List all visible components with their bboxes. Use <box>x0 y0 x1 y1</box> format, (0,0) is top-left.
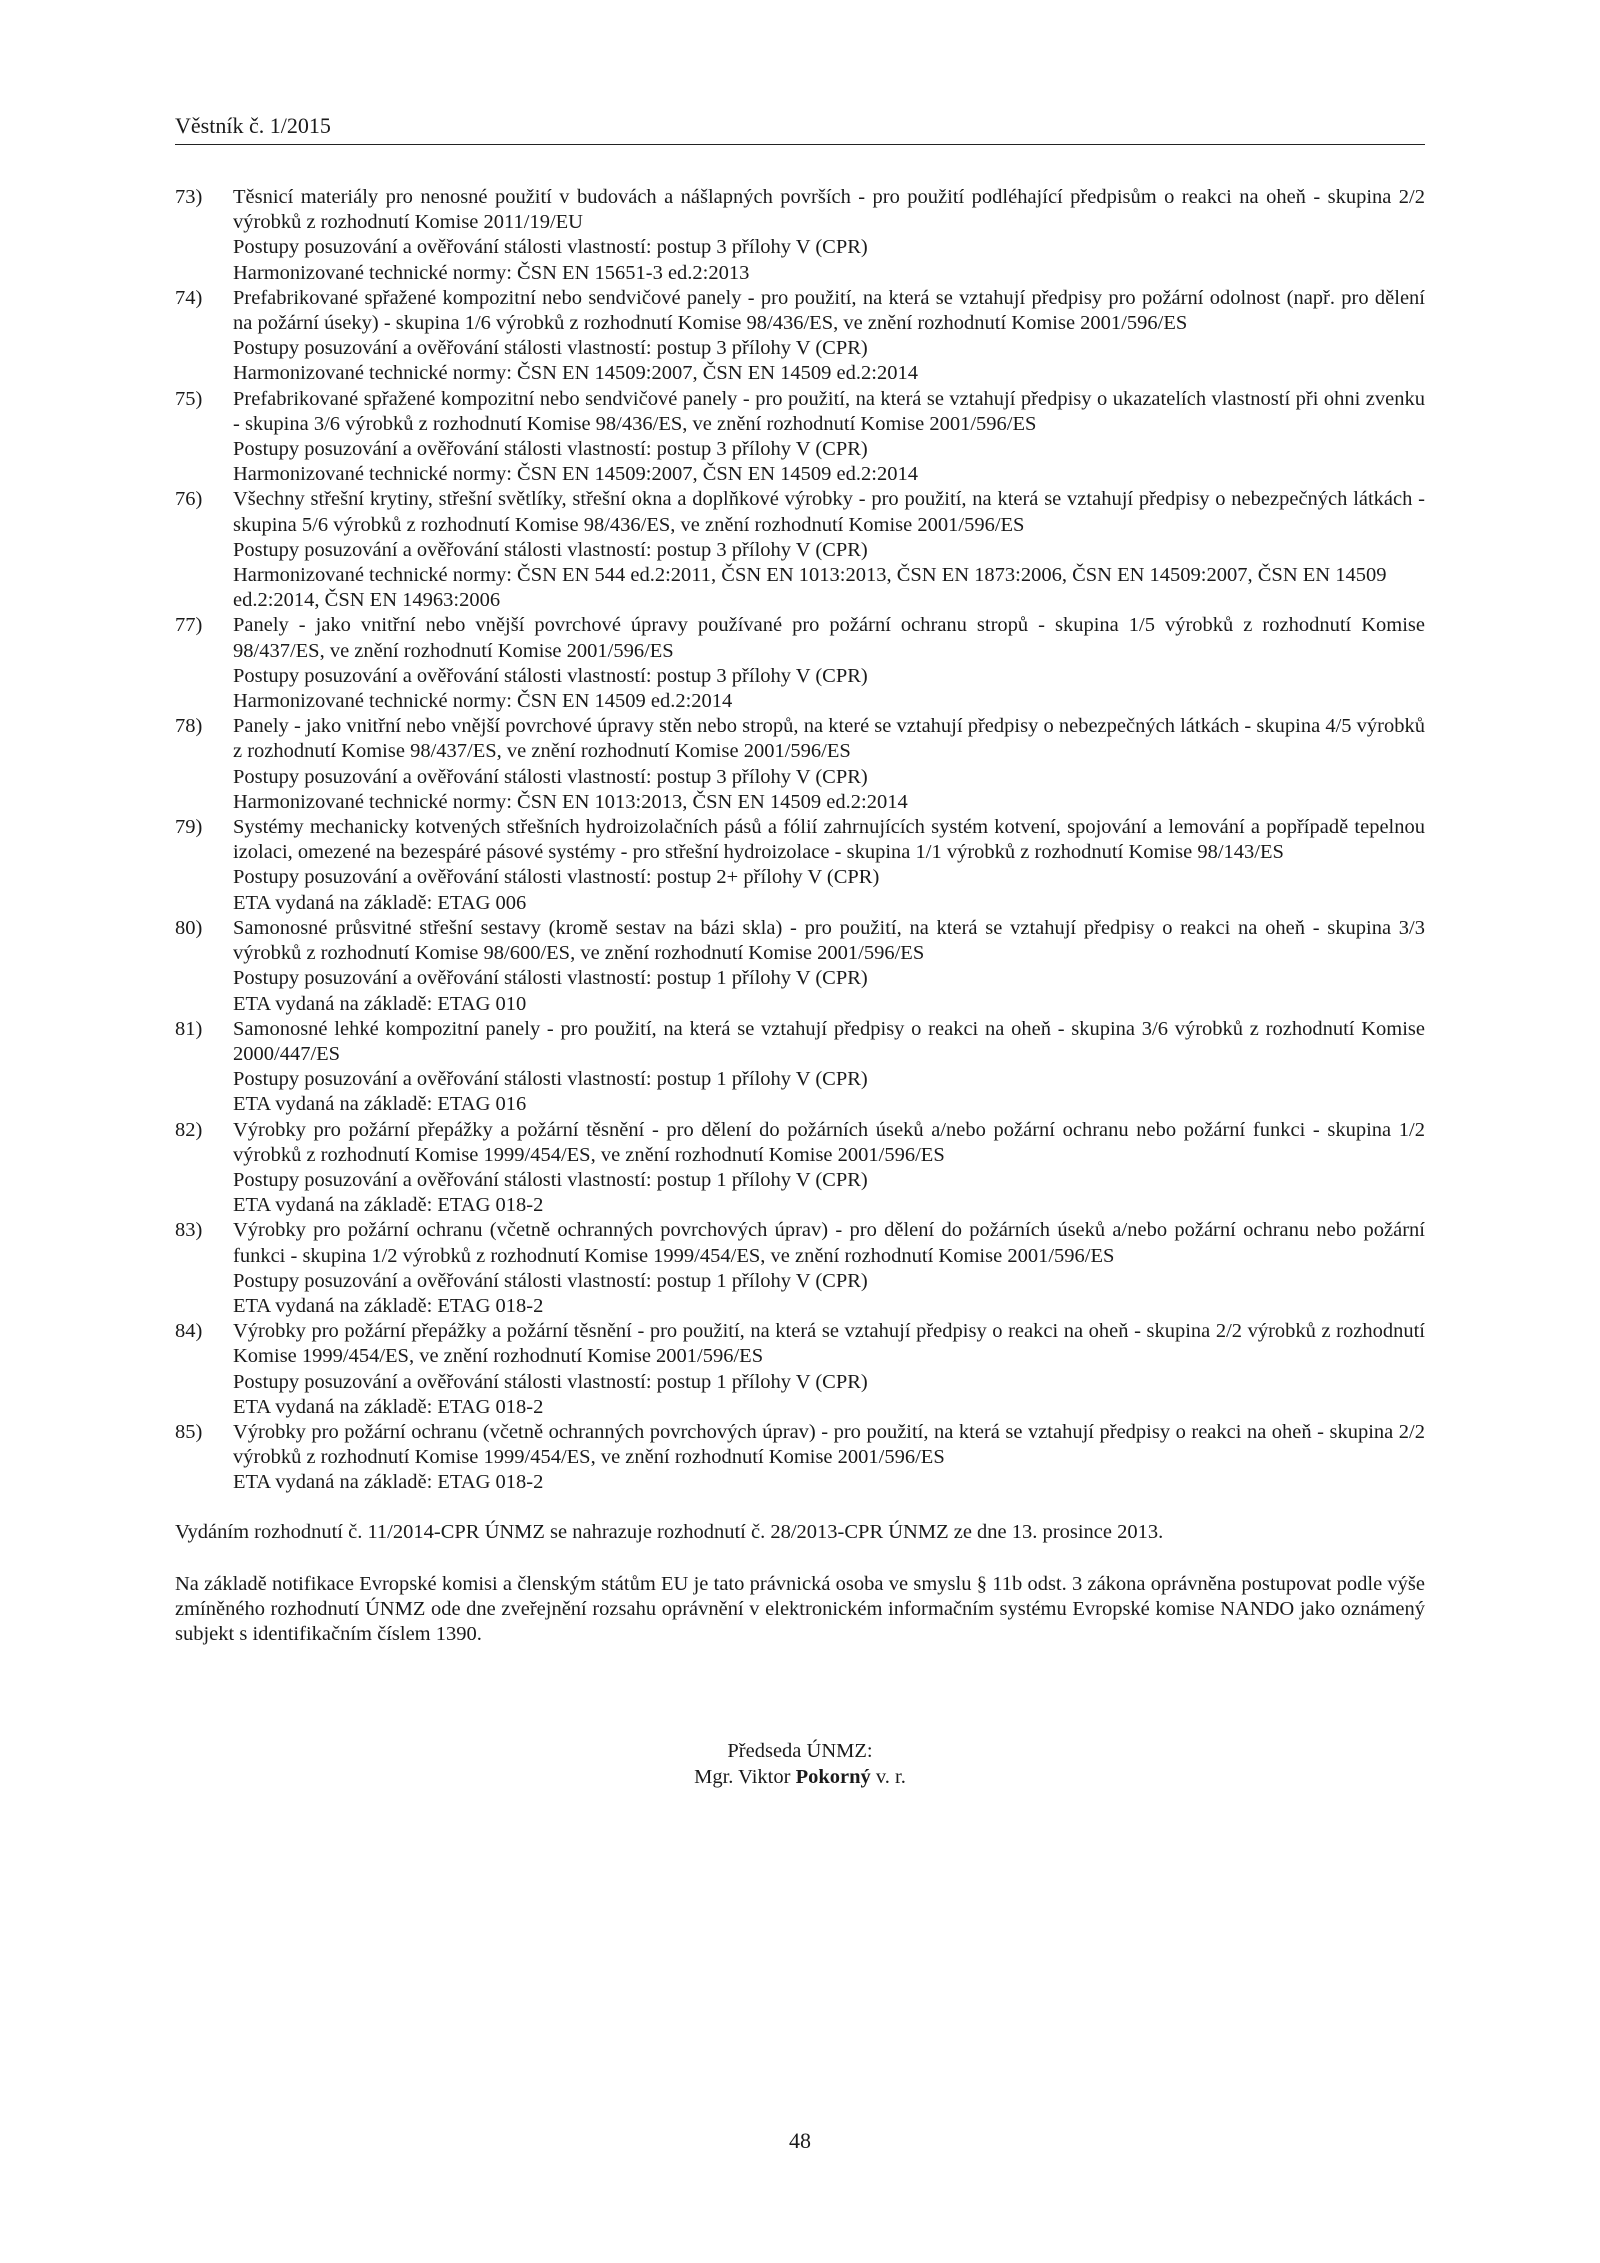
item-detail-line: Postupy posuzování a ověřování stálosti vlastností: postup 1 přílohy V (CPR) <box>233 1068 868 1091</box>
item-number: 83) <box>175 1219 203 1242</box>
item-detail-line: Postupy posuzování a ověřování stálosti vlastností: postup 1 přílohy V (CPR) <box>233 1168 868 1191</box>
signature-suffix: v. r. <box>870 1766 906 1789</box>
item-description: Těsnicí materiály pro nenosné použití v budovách a nášlapných površích - pro použití podléhající předpisům o reakci na oheň - skupina 2/2 výrobků z rozhodnutí Komise 2011/19/EU <box>233 186 1425 234</box>
item-detail-line: Postupy posuzování a ověřování stálosti vlastností: postup 3 přílohy V (CPR) <box>233 765 868 788</box>
item-number: 85) <box>175 1420 203 1443</box>
item-body <box>233 714 1425 815</box>
item-description: Panely - jako vnitřní nebo vnější povrchové úpravy používané pro požární ochranu stropů - skupina 1/5 výrobků z rozhodnutí Komise 98/437/ES, ve znění rozhodnutí Komise 2001/596/ES <box>233 614 1425 662</box>
item-number: 79) <box>175 816 203 839</box>
item-detail-line: Harmonizované technické normy: ČSN EN 15651-3 ed.2:2013 <box>233 261 750 284</box>
page-number: 48 <box>789 2128 811 2153</box>
item-number: 80) <box>175 916 203 939</box>
item-detail-line: Postupy posuzování a ověřování stálosti vlastností: postup 3 přílohy V (CPR) <box>233 438 868 461</box>
item-description: Samonosné průsvitné střešní sestavy (kromě sestav na bázi skla) - pro použití, na která se vztahují předpisy o reakci na oheň - skupina 3/3 výrobků z rozhodnutí Komise 98/600/ES, ve znění rozhodnutí Komise 2001/596/ES <box>233 916 1425 965</box>
item-description: Výrobky pro požární přepážky a požární těsnění - pro použití, na která se vztahují předpisy o reakci na oheň - skupina 2/2 výrobků z rozhodnutí Komise 1999/454/ES, ve znění rozhodnutí Komise 2001/596/ES <box>233 1320 1425 1368</box>
item-number: 81) <box>175 1017 203 1040</box>
signature-name <box>175 1764 1425 1790</box>
item-body <box>233 185 1425 286</box>
item-number: 84) <box>175 1320 203 1343</box>
item-description: Panely - jako vnitřní nebo vnější povrchové úpravy stěn nebo stropů, na které se vztahují předpisy o nebezpečných látkách - skupina 4/5 výrobků z rozhodnutí Komise 98/437/ES, ve znění rozhodnutí Komise 2001/596/ES <box>233 715 1425 763</box>
list-item <box>175 1017 1425 1118</box>
item-description: Prefabrikované spřažené kompozitní nebo sendvičové panely - pro použití, na která se vztahují předpisy o ukazatelích vlastností při ohni zvenku - skupina 3/6 výrobků z rozhodnutí Komise 98/436/ES, ve znění rozhodnutí Komise 2001/596/ES <box>233 387 1425 435</box>
page-header: Věstník č. 1/2015 <box>175 112 1425 145</box>
list-item <box>175 1118 1425 1219</box>
item-detail-line: Postupy posuzování a ověřování stálosti vlastností: postup 1 přílohy V (CPR) <box>233 967 868 990</box>
list-item <box>175 286 1425 387</box>
list-item <box>175 1319 1425 1420</box>
item-number: 74) <box>175 286 203 309</box>
list-item <box>175 714 1425 815</box>
item-detail-line: ETA vydaná na základě: ETAG 006 <box>233 891 527 914</box>
item-description: Systémy mechanicky kotvených střešních hydroizolačních pásů a fólií zahrnujících systém kotvení, spojování a lemování a popřípadě tepelnou izolaci, omezené na bezespáré pásové systémy - pro střešní hydroizolace - skupina 1/1 výrobků z rozhodnutí Komise 98/143/ES <box>233 816 1425 864</box>
item-detail-line: ETA vydaná na základě: ETAG 010 <box>233 992 527 1015</box>
signature-role: Předseda ÚNMZ: <box>727 1740 873 1763</box>
item-number: 82) <box>175 1118 203 1141</box>
item-body <box>233 387 1425 488</box>
item-body <box>233 815 1425 916</box>
item-detail-line: Harmonizované technické normy: ČSN EN 14509:2007, ČSN EN 14509 ed.2:2014 <box>233 362 918 385</box>
signature-name-prefix: Mgr. Viktor <box>694 1766 796 1789</box>
list-item <box>175 916 1425 1017</box>
item-detail-line: ETA vydaná na základě: ETAG 018-2 <box>233 1395 544 1418</box>
item-detail-line: Harmonizované technické normy: ČSN EN 1013:2013, ČSN EN 14509 ed.2:2014 <box>233 790 908 813</box>
item-detail-line: ETA vydaná na základě: ETAG 018-2 <box>233 1294 544 1317</box>
item-description: Prefabrikované spřažené kompozitní nebo sendvičové panely - pro použití, na která se vztahují předpisy pro požární odolnost (např. pro dělení na požární úseky) - skupina 1/6 výrobků z rozhodnutí Komise 98/436/ES, ve znění rozhodnutí Komise 2001/596/ES <box>233 286 1425 335</box>
list-item <box>175 185 1425 286</box>
item-body <box>233 1319 1425 1420</box>
item-body <box>233 1118 1425 1219</box>
item-detail-line: Postupy posuzování a ověřování stálosti vlastností: postup 2+ přílohy V (CPR) <box>233 866 880 889</box>
item-number: 78) <box>175 715 203 738</box>
item-body <box>233 613 1425 714</box>
item-body <box>233 286 1425 387</box>
signature-block <box>175 1738 1425 1790</box>
item-number: 73) <box>175 186 203 208</box>
item-detail-line: Postupy posuzování a ověřování stálosti vlastností: postup 3 přílohy V (CPR) <box>233 664 868 687</box>
paragraph-replacement-note: Vydáním rozhodnutí č. 11/2014-CPR ÚNMZ se nahrazuje rozhodnutí č. 28/2013-CPR ÚNMZ ze dne 13. prosince 2013. <box>175 1520 1164 1543</box>
item-description: Samonosné lehké kompozitní panely - pro použití, na která se vztahují předpisy o reakci na oheň - skupina 3/6 výrobků z rozhodnutí Komise 2000/447/ES <box>233 1017 1425 1065</box>
item-body <box>233 1218 1425 1319</box>
item-description: Výrobky pro požární přepážky a požární těsnění - pro dělení do požárních úseků a/nebo požární ochranu nebo požární funkci - skupina 1/2 výrobků z rozhodnutí Komise 1999/454/ES, ve znění rozhodnutí Komise 2001/596/ES <box>233 1118 1425 1166</box>
item-detail-line: ETA vydaná na základě: ETAG 018-2 <box>233 1471 544 1494</box>
item-detail-line: ETA vydaná na základě: ETAG 018-2 <box>233 1194 544 1217</box>
item-list <box>175 185 1425 1496</box>
list-item <box>175 387 1425 488</box>
item-number: 76) <box>175 488 203 511</box>
list-item <box>175 1218 1425 1319</box>
item-detail-line: Harmonizované technické normy: ČSN EN 14509:2007, ČSN EN 14509 ed.2:2014 <box>233 463 918 486</box>
list-item <box>175 487 1425 613</box>
item-description: Všechny střešní krytiny, střešní světlíky, střešní okna a doplňkové výrobky - pro použití, na která se vztahují předpisy o nebezpečných látkách - skupina 5/6 výrobků z rozhodnutí Komise 98/436/ES, ve znění rozhodnutí Komise 2001/596/ES <box>233 488 1425 536</box>
item-detail-line: Harmonizované technické normy: ČSN EN 544 ed.2:2011, ČSN EN 1013:2013, ČSN EN 1873:2006, ČSN EN 14509:2007, ČSN EN 14509 ed.2:2014, ČSN EN 14963:2006 <box>233 564 1387 612</box>
item-detail-line: ETA vydaná na základě: ETAG 016 <box>233 1093 527 1116</box>
item-detail-line: Postupy posuzování a ověřování stálosti vlastností: postup 3 přílohy V (CPR) <box>233 538 868 561</box>
paragraph-notification: Na základě notifikace Evropské komisi a členským státům EU je tato právnická osoba ve smyslu § 11b odst. 3 zákona oprávněna postupovat podle výše zmíněného rozhodnutí ÚNMZ ode dne zveřejnění rozsahu oprávnění v elektronickém informačním systému Evropské komise NANDO jako oznámený subjekt s identifikačním číslem 1390. <box>175 1572 1425 1646</box>
signature-surname: Pokorný <box>795 1766 871 1789</box>
item-detail-line: Postupy posuzování a ověřování stálosti vlastností: postup 3 přílohy V (CPR) <box>233 236 868 259</box>
item-description: Výrobky pro požární ochranu (včetně ochranných povrchových úprav) - pro dělení do požárních úseků a/nebo požární ochranu nebo požární funkci - skupina 1/2 výrobků z rozhodnutí Komise 1999/454/ES, ve znění rozhodnutí Komise 2001/596/ES <box>233 1219 1425 1267</box>
item-number: 75) <box>175 387 203 410</box>
item-number: 77) <box>175 614 203 637</box>
item-description: Výrobky pro požární ochranu (včetně ochranných povrchových úprav) - pro použití, na která se vztahují předpisy o reakci na oheň - skupina 2/2 výrobků z rozhodnutí Komise 1999/454/ES, ve znění rozhodnutí Komise 2001/596/ES <box>233 1420 1425 1469</box>
item-body <box>233 1420 1425 1496</box>
item-body <box>233 916 1425 1017</box>
list-item <box>175 1420 1425 1496</box>
item-detail-line: Postupy posuzování a ověřování stálosti vlastností: postup 1 přílohy V (CPR) <box>233 1370 868 1393</box>
item-body <box>233 487 1425 613</box>
item-detail-line: Postupy posuzování a ověřování stálosti vlastností: postup 3 přílohy V (CPR) <box>233 337 868 360</box>
list-item <box>175 815 1425 916</box>
item-detail-line: Harmonizované technické normy: ČSN EN 14509 ed.2:2014 <box>233 690 733 713</box>
item-body <box>233 1017 1425 1118</box>
item-detail-line: Postupy posuzování a ověřování stálosti vlastností: postup 1 přílohy V (CPR) <box>233 1269 868 1292</box>
list-item <box>175 613 1425 714</box>
